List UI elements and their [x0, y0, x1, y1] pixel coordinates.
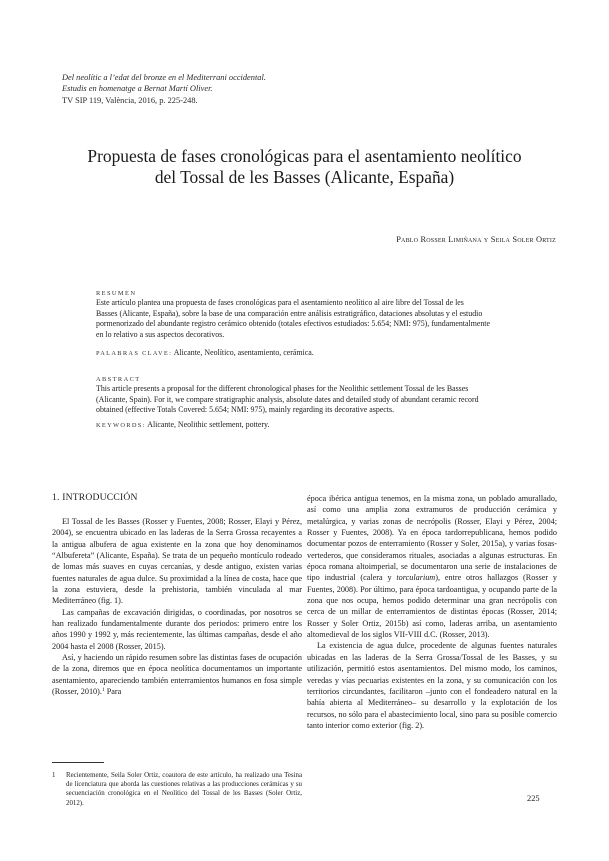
- abstract-text: [96, 384, 546, 416]
- keywords-label: KEYWORDS:: [96, 422, 146, 429]
- publication-source: [62, 72, 482, 106]
- page-number: 225: [527, 794, 540, 803]
- footnote-text: Recientemente, Seila Soler Ortiz, coautora de este artículo, ha realizado una Tesina de licenciatura que aborda las cuestiones relativas a las producciones cerámicas y su secuenciación cronológica en el Neolítico del Tossal de les Basses (Soler Ortiz, 2012).: [66, 772, 302, 807]
- resumen-line: Este artículo plantea una propuesta de fases cronológicas para el asentamiento neolítico al aire libre del Tossal de les: [96, 298, 464, 307]
- paragraph: [52, 652, 302, 697]
- paragraph: La existencia de agua dulce, procedente de algunas fuentes naturales ubicadas en las laderas de la Serra Grossa/Tossal de les Basses, y su utilización, permitió estos asentamientos. Del mismo modo, los caminos, veredas y vías pecuarias existentes en la zona, y su comunicación con los territorios circundantes, facilitaron –junto con el fondeadero natural en la bahía abierta al Mediterráneo– su desarrollo y la explotación de los recursos, no sólo para el abastecimiento local, sino para su posible comercio tanto interior como exterior (fig. 2).: [307, 641, 557, 730]
- resumen-line: Basses (Alicante, España), sobre la base de una comparación entre análisis estratigráfico, dataciones absolutas y el estudio: [96, 308, 483, 318]
- footnote-reference: 1: [101, 687, 105, 694]
- source-line-2: Estudis en homenatge a Bernat Martí Oliver.: [62, 84, 213, 94]
- italic-term: torcularium: [396, 573, 436, 583]
- source-line-3: TV SIP 119, València, 2016, p. 225-248.: [62, 95, 198, 105]
- abstract-line: obtained (effective Totals Covered: 5.654; NMI: 975), mainly regarding its decorative aspects.: [96, 405, 395, 415]
- paragraph: [307, 493, 557, 640]
- authors: Pablo Rosser Limiñana y Seila Soler Ortiz: [396, 235, 556, 244]
- paragraph-text: ), entre otros hallazgos (Rosser y Fuentes, 2008). Por último, para época tardoantigua, y ocupando parte de la zona que nos ocupa, hemos podido determinar una gran necrópolis con cerca de un millar de enterramientos de distintas épocas (Rosser, 2014; Rosser y Soler Ortiz, 2015b) así como, laderas arriba, un asentamiento altomedieval de los siglos VII-VIII d.C. (Rosser, 2013).: [307, 573, 557, 640]
- abstract-line: This article presents a proposal for the different chronological phases for the Neolithic settlement Tossal de les Basses: [96, 384, 469, 393]
- paragraph: Las campañas de excavación dirigidas, o coordinadas, por nosotros se han realizado fundamentalmente durante dos periodos: primero entre los años 1990 y 1992 y, más recientemente, las últimas campañas, desde el año 2004 hasta el 2008 (Rosser, 2015).: [52, 607, 302, 651]
- footnote: [52, 771, 302, 808]
- paragraph-text: época ibérica antigua tenemos, en la misma zona, un poblado amurallado, así como una amplia zona extramuros de producción cerámica y metalúrgica, y varias zonas de necrópolis (Rosser, Elayi y Pérez, 2004; Rosser y Fuentes, 2008). Ya en época tardorrepublicana, hemos podido documentar pozos de enterramiento (Rosser y Soler, 2015a), y varias fosas-vertederos, que consideramos rituales, asociadas a algunas estructuras. En época romana altoimperial, se documentaron una serie de instalaciones de tipo industrial (calera y: [307, 494, 557, 583]
- keywords-text: Alicante, Neolithic settlement, pottery.: [145, 420, 270, 429]
- keywords: [96, 420, 546, 432]
- palabras-clave-label: PALABRAS CLAVE:: [96, 350, 173, 357]
- section-heading: 1. INTRODUCCIÓN: [52, 492, 138, 503]
- footnote-separator: [52, 762, 104, 763]
- paragraph: El Tossal de les Basses (Rosser y Fuentes, 2008; Rosser, Elayi y Pérez, 2004), se encuentra ubicado en las laderas de la Serra Grossa recayentes a la antigua albufera de agua existente en la zona que hoy denominamos “Albufereta” (Alicante, España). Se trata de un pequeño montículo rodeado de lomas más suaves en cuyas cercanías, y desde antiguo, existen varias fuentes naturales de agua dulce. Su proximidad a la línea de costa, hace que la zona estuviera, desde la prehistoria, también vinculada al mar Mediterráneo (fig. 1).: [52, 517, 302, 606]
- title-line-2: del Tossal de les Basses (Alicante, España): [154, 167, 455, 187]
- resumen-line: en lo relativo a sus aspectos decorativos.: [96, 330, 225, 340]
- article-title: [40, 146, 569, 188]
- palabras-clave-text: Alicante, Neolítico, asentamiento, cerámica.: [172, 348, 314, 357]
- right-column: [307, 493, 557, 731]
- paragraph-text: Así, y haciendo un rápido resumen sobre las distintas fases de ocupación de la zona, diremos que en época neolítica documentamos un importante asentamiento, apareciendo también enterramientos humanos en fosa simple (Rosser, 2010).: [52, 653, 302, 697]
- abstract-label: ABSTRACT: [96, 376, 141, 383]
- footnote-number: 1: [52, 772, 56, 779]
- title-line-1: Propuesta de fases cronológicas para el asentamiento neolítico: [87, 146, 522, 166]
- paragraph-text: Para: [104, 687, 122, 697]
- resumen-text: [96, 298, 546, 341]
- left-column: [52, 516, 302, 698]
- source-line-1: Del neolític a l’edat del bronze en el Mediterrani occidental.: [62, 73, 266, 82]
- resumen-label: RESUMEN: [96, 290, 137, 297]
- abstract-line: (Alicante, Spain). For it, we compare stratigraphic analysis, absolute dates and detailed study of abundant ceramic record: [96, 394, 479, 404]
- resumen-line: pormenorizado del abundante registro cerámico obtenido (totales efectivos estudiados: 5.654; NMI: 975), fundamentalmente: [96, 319, 490, 329]
- palabras-clave: [96, 348, 546, 360]
